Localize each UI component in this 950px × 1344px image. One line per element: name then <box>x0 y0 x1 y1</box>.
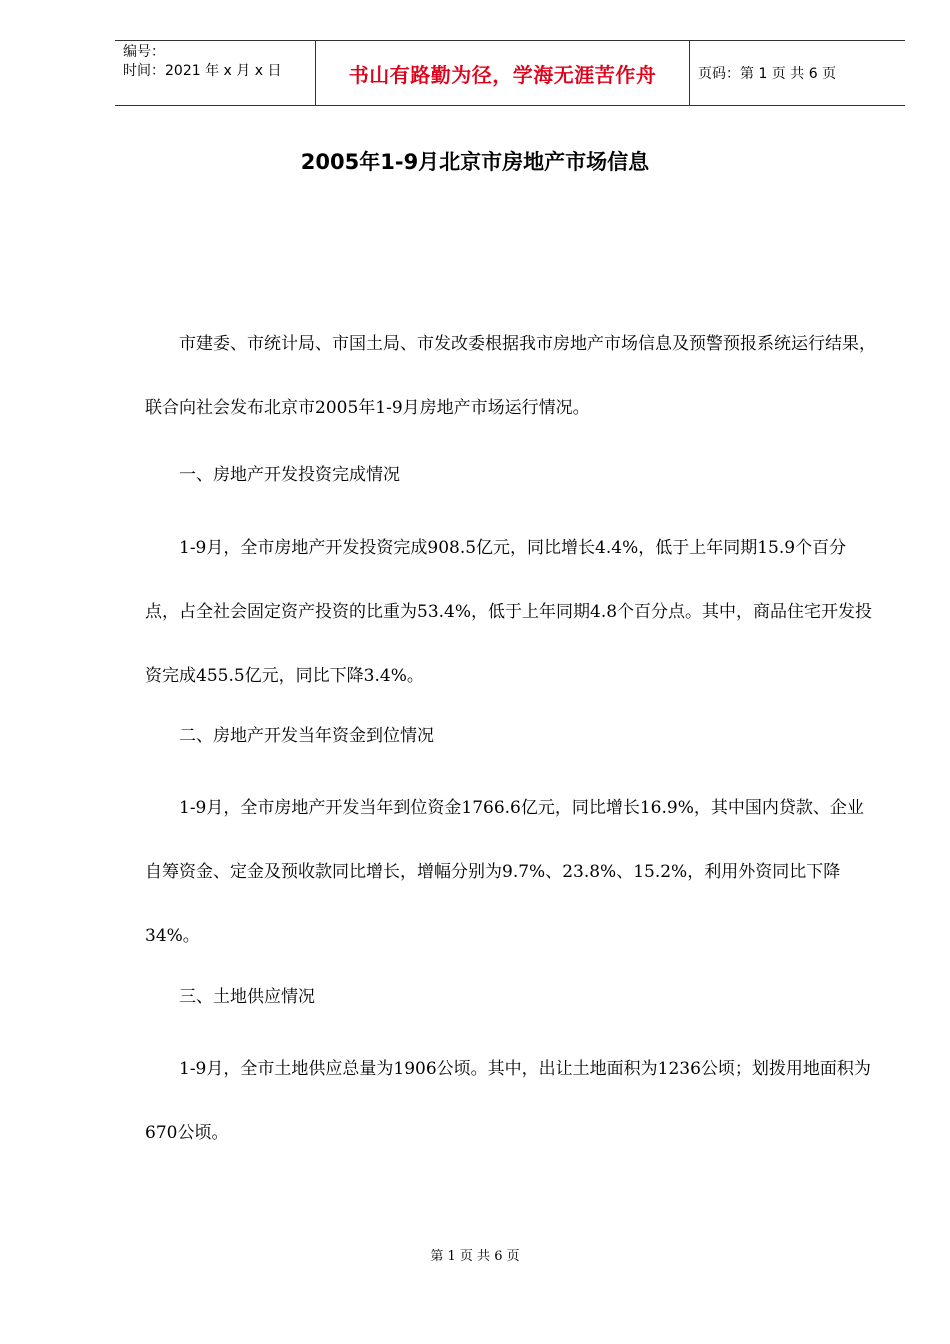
document-title: 2005年1-9月北京市房地产市场信息 <box>300 150 650 174</box>
page-footer: 第 1 页 共 6 页 <box>430 1249 520 1264</box>
motto-text: 书山有路勤为径，学海无涯苦作舟 <box>348 62 657 87</box>
funds-paragraph: 1-9月，全市房地产开发当年到位资金1766.6亿元，同比增长16.9%，其中国内贷款、企业自筹资金、定金及预收款同比增长，增幅分别为9.7%、23.8%、15.2%，利用外资同比下降34%。 <box>145 798 864 946</box>
header-motto-cell <box>316 41 690 105</box>
section-heading-funds: 二、房地产开发当年资金到位情况 <box>145 726 434 746</box>
section-heading-land: 三、土地供应情况 <box>145 987 315 1007</box>
intro-paragraph: 市建委、市统计局、市国土局、市发改委根据我市房地产市场信息及预警预报系统运行结果，联合向社会发布北京市2005年1-9月房地产市场运行情况。 <box>145 334 876 418</box>
page-label: 页码：第 1 页 共 6 页 <box>698 66 837 82</box>
time-label: 时间：2021 年 x 月 x 日 <box>123 63 282 79</box>
serial-label: 编号： <box>123 44 165 60</box>
header-page-cell <box>690 41 905 105</box>
header-meta-cell <box>115 41 316 105</box>
land-paragraph: 1-9月，全市土地供应总量为1906公顷。其中，出让土地面积为1236公顷；划拨用地面积为670公顷。 <box>145 1059 871 1143</box>
section-heading-investment: 一、房地产开发投资完成情况 <box>145 465 400 485</box>
document-header <box>115 40 905 106</box>
investment-paragraph: 1-9月，全市房地产开发投资完成908.5亿元，同比增长4.4%，低于上年同期15.9个百分点，占全社会固定资产投资的比重为53.4%，低于上年同期4.8个百分点。其中，商品住宅开发投资完成455.5亿元，同比下降3.4%。 <box>145 538 873 686</box>
